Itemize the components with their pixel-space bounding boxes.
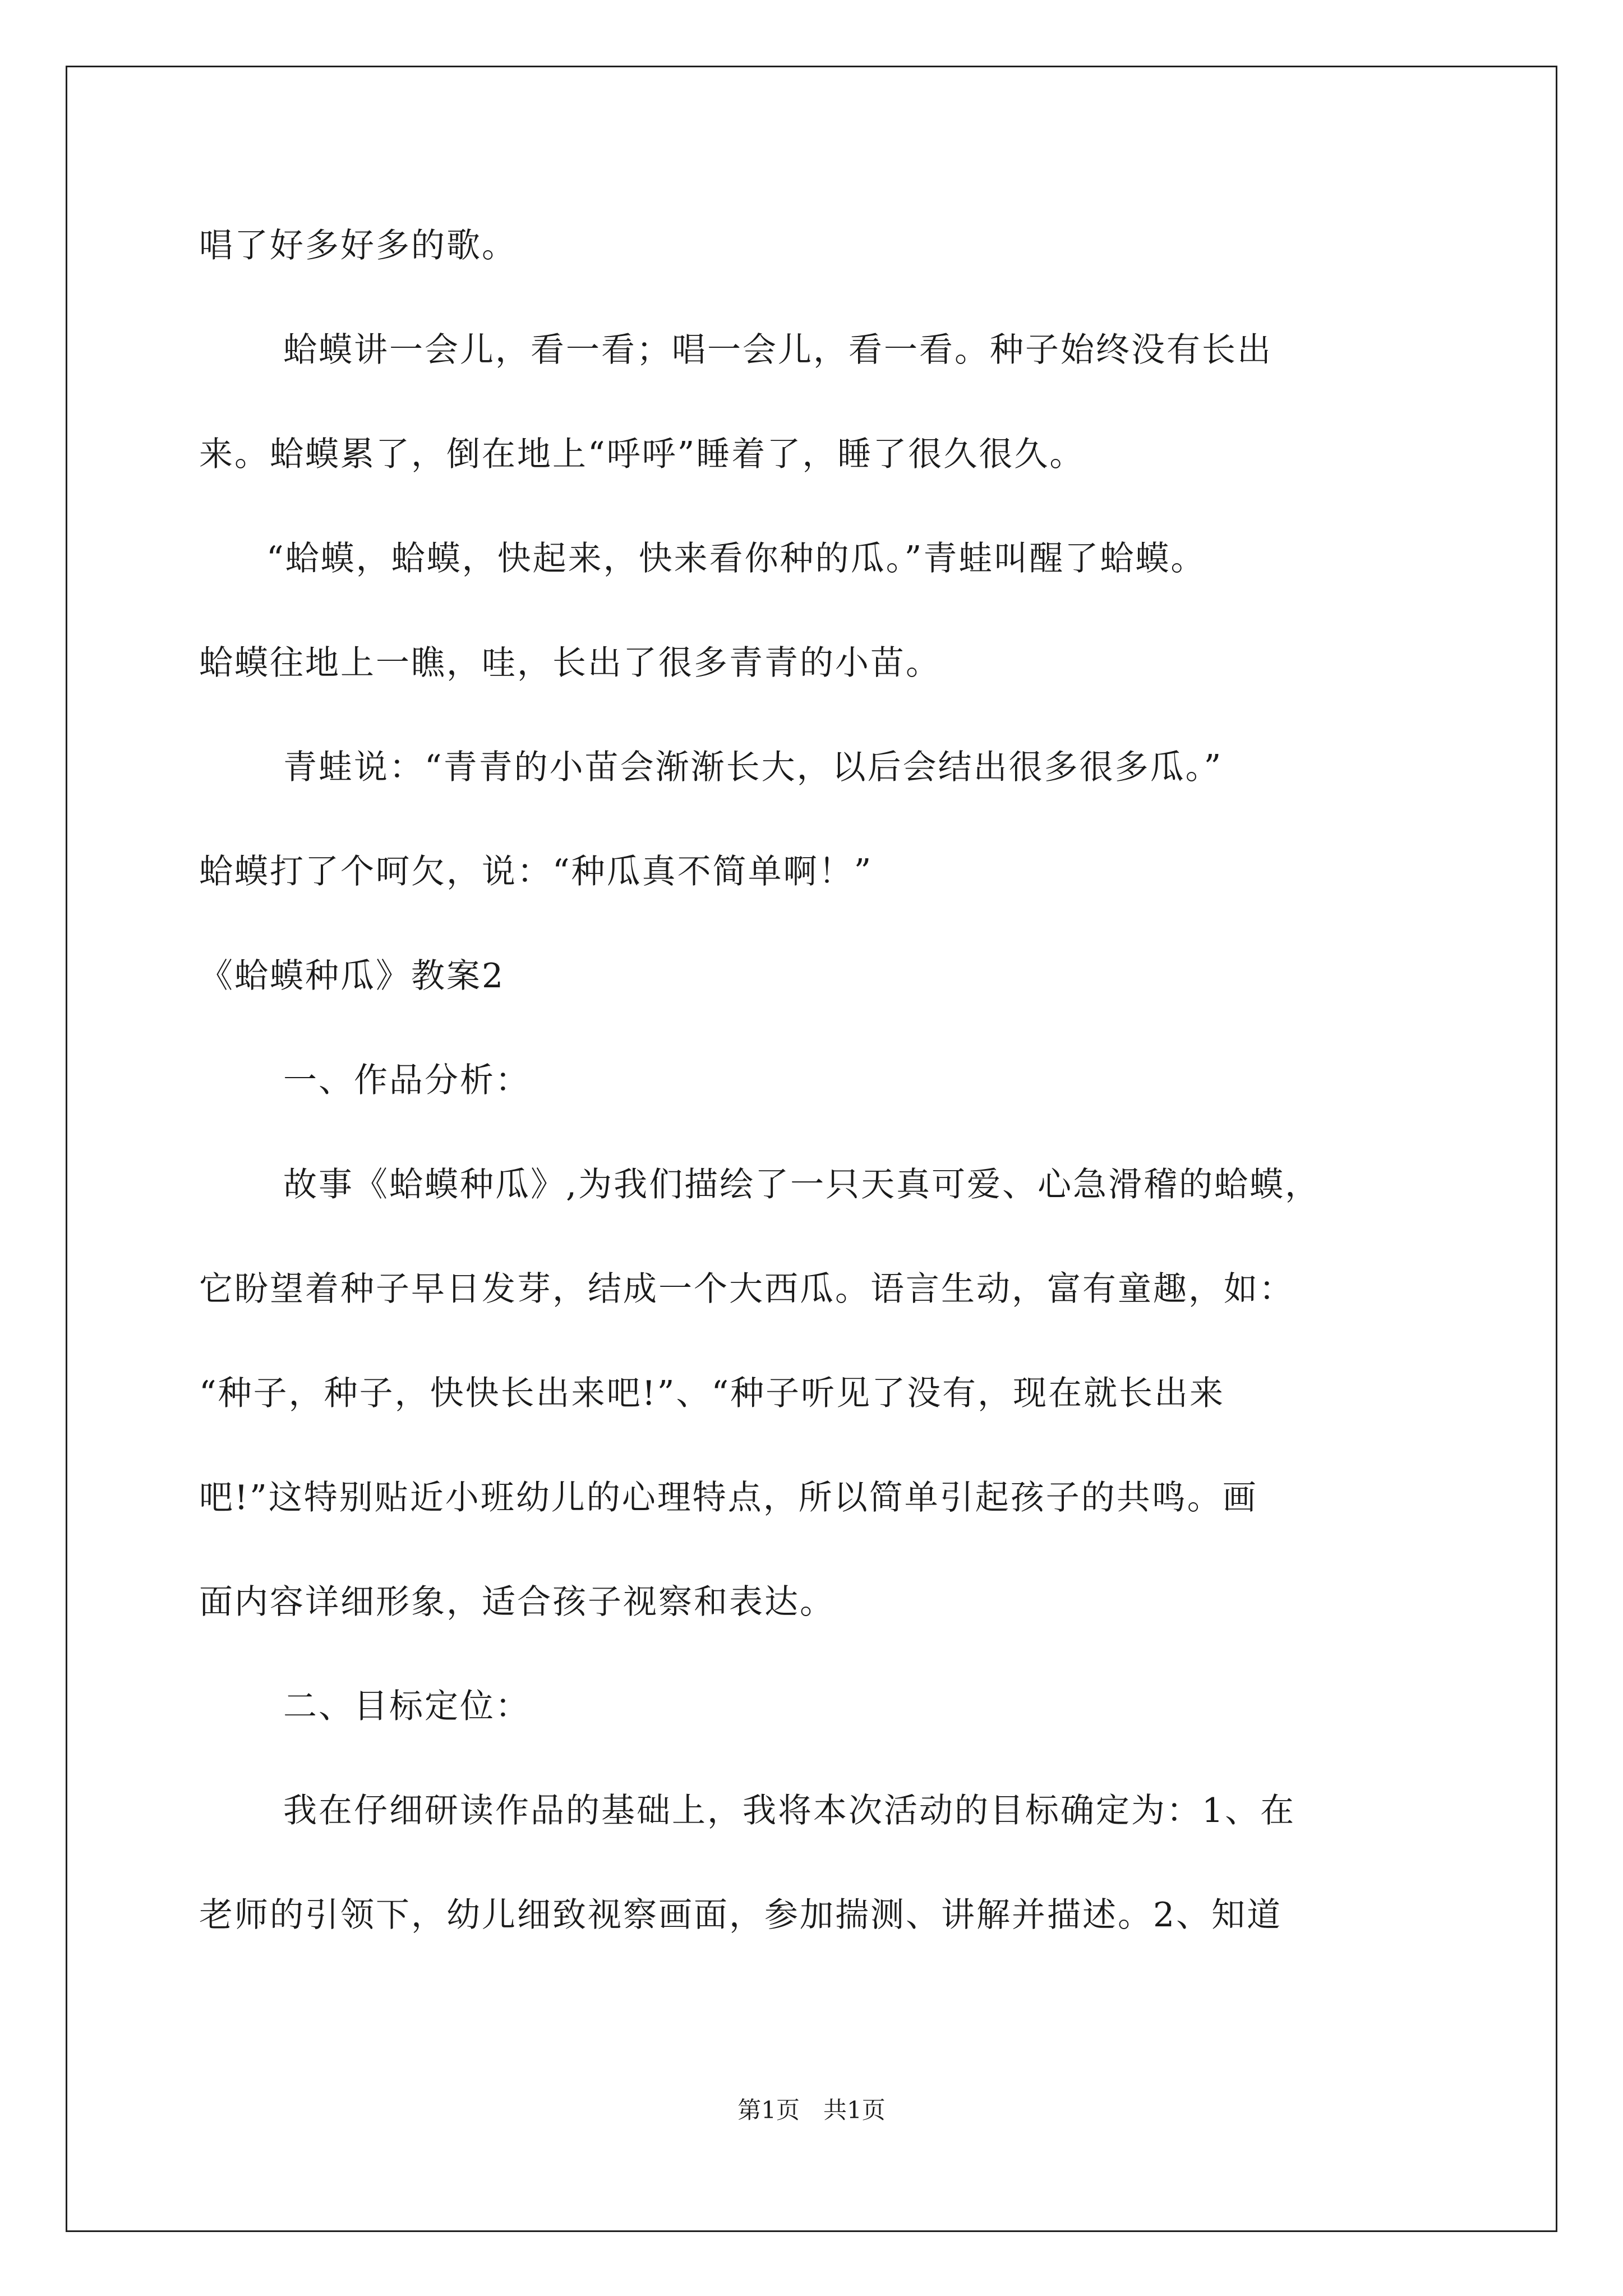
text-line: 老师的引领下，幼儿细致视察画面，参加揣测、讲解并描述。2、知道 [199,1895,1283,1935]
text-line: 蛤蟆往地上一瞧，哇，长出了很多青青的小苗。 [199,643,941,683]
text-line: 我在仔细研读作品的基础上，我将本次活动的目标确定为：1、在 [283,1791,1296,1830]
text-line: 它盼望着种子早日发芽，结成一个大西瓜。语言生动，富有童趣，如： [199,1269,1294,1309]
subsection-heading: 二、目标定位： [283,1687,531,1726]
text-line: “种子，种子，快快长出来吧!”、“种子听见了没有，现在就长出来 [199,1374,1225,1413]
document-body [199,194,1433,1967]
text-line: 来。蛤蟆累了，倒在地上“呼呼”睡着了，睡了很久很久。 [199,435,1085,474]
text-line: 蛤蟆讲一会儿，看一看；唱一会儿，看一看。种子始终没有长出 [283,330,1272,370]
text-line: 唱了好多好多的歌。 [199,226,517,265]
subsection-heading: 一、作品分析： [283,1061,531,1100]
text-line: 故事《蛤蟆种瓜》,为我们描绘了一只天真可爱、心急滑稽的蛤蟆， [283,1165,1321,1204]
page-footer: 第1页 共1页 [737,2096,886,2124]
text-line: “蛤蟆，蛤蟆，快起来，快来看你种的瓜。”青蛙叫醒了蛤蟆。 [266,539,1206,578]
text-line: 青蛙说：“青青的小苗会渐渐长大，以后会结出很多很多瓜。” [283,748,1223,787]
section-heading: 《蛤蟆种瓜》教案2 [199,956,505,996]
text-line: 面内容详细形象，适合孩子视察和表达。 [199,1582,835,1622]
text-line: 蛤蟆打了个呵欠，说：“种瓜真不简单啊！” [199,852,873,891]
text-line: 吧!”这特别贴近小班幼儿的心理特点，所以简单引起孩子的共鸣。画 [199,1478,1258,1517]
